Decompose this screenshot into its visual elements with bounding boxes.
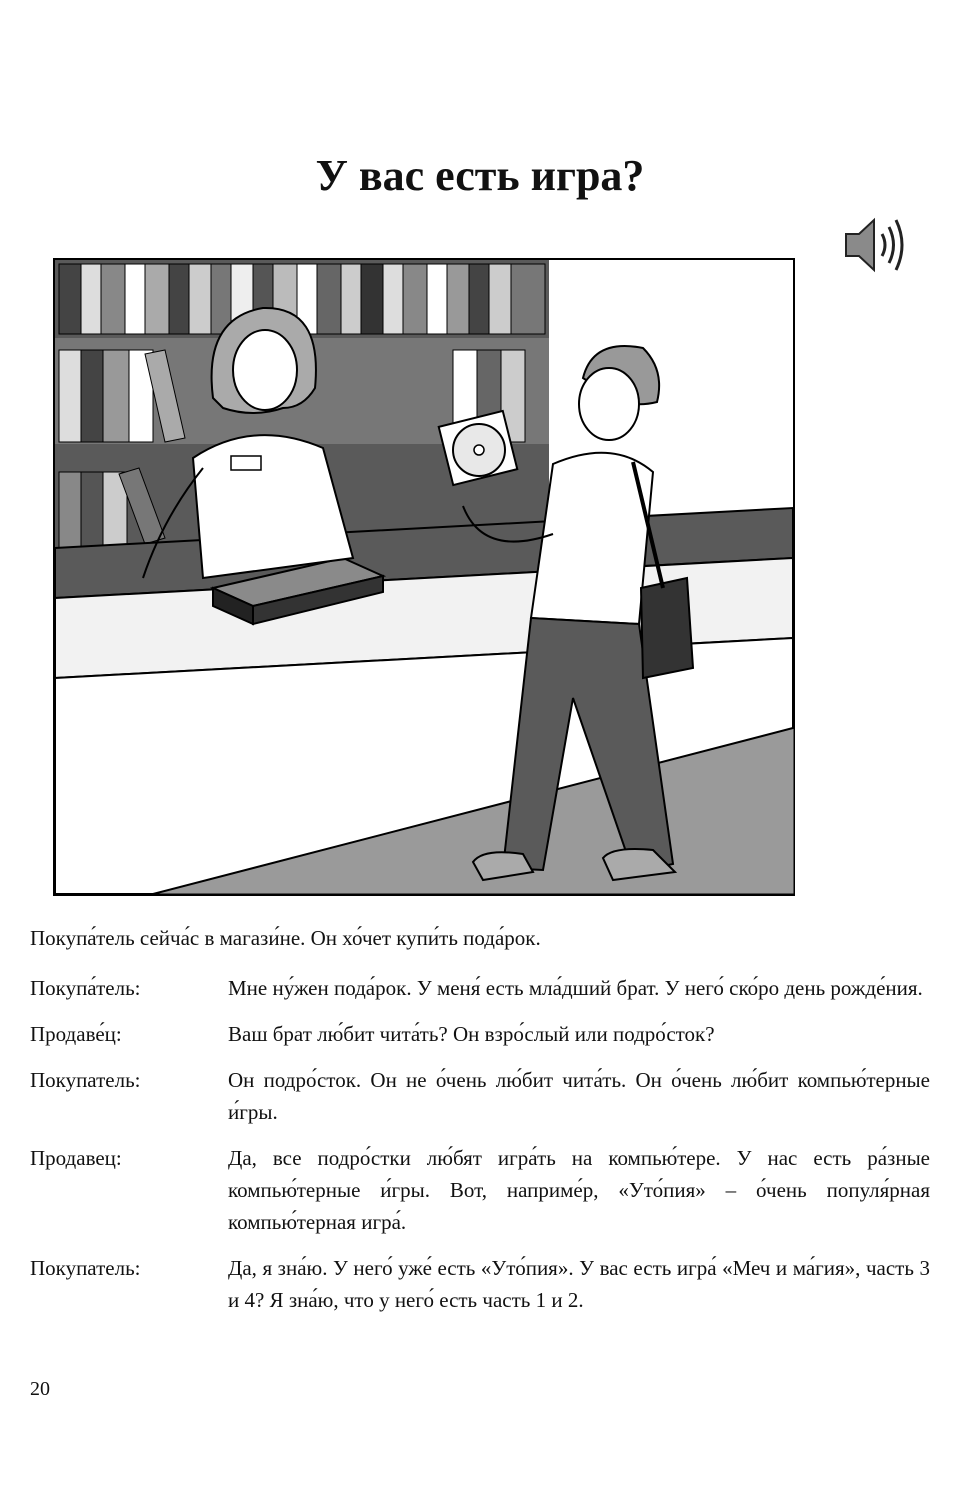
speaker-name: Продаве́ц: [30, 1022, 122, 1046]
dialogue-line: Мне ну́жен пода́рок. У меня́ есть мла́дший брат. У него́ ско́ро день рожде́ния. [228, 976, 923, 1000]
dialogue-row [30, 1142, 930, 1238]
dialogue-line: Да, все подро́стки лю́бят игра́ть на компью́тере. У нас есть ра́зные компью́терные и́гры. Вот, наприме́р, «Уто́пия» – о́чень популя́рная компью́терная игра́. [228, 1146, 930, 1234]
dialogue [30, 972, 930, 1330]
dialogue-line: Ваш брат лю́бит чита́ть? Он взро́слый или подро́сток? [228, 1022, 715, 1046]
speaker-name: Продавец: [30, 1146, 122, 1170]
dialogue-row [30, 1064, 930, 1128]
page-title: У вас есть игра? [315, 151, 645, 200]
dialogue-row [30, 1252, 930, 1316]
dialogue-row [30, 1018, 930, 1050]
dialogue-line: Он подро́сток. Он не о́чень лю́бит чита́ть. Он о́чень лю́бит компью́терные и́гры. [228, 1068, 930, 1124]
intro-text: Покупа́тель сейча́с в магази́не. Он хо́чет купи́ть пода́рок. [30, 926, 541, 950]
page-number: 20 [30, 1378, 50, 1400]
dialogue-line: Да, я зна́ю. У него́ уже́ есть «Уто́пия». У вас есть игра́ «Меч и ма́гия», часть 3 и 4? Я зна́ю, что у него́ есть часть 1 и 2. [228, 1256, 930, 1312]
shop-illustration [53, 258, 795, 896]
speaker-volume-icon[interactable] [842, 214, 908, 276]
speaker-name: Покупатель: [30, 1256, 141, 1280]
speaker-name: Покупа́тель: [30, 976, 141, 1000]
dialogue-row [30, 972, 930, 1004]
speaker-name: Покупатель: [30, 1068, 141, 1092]
